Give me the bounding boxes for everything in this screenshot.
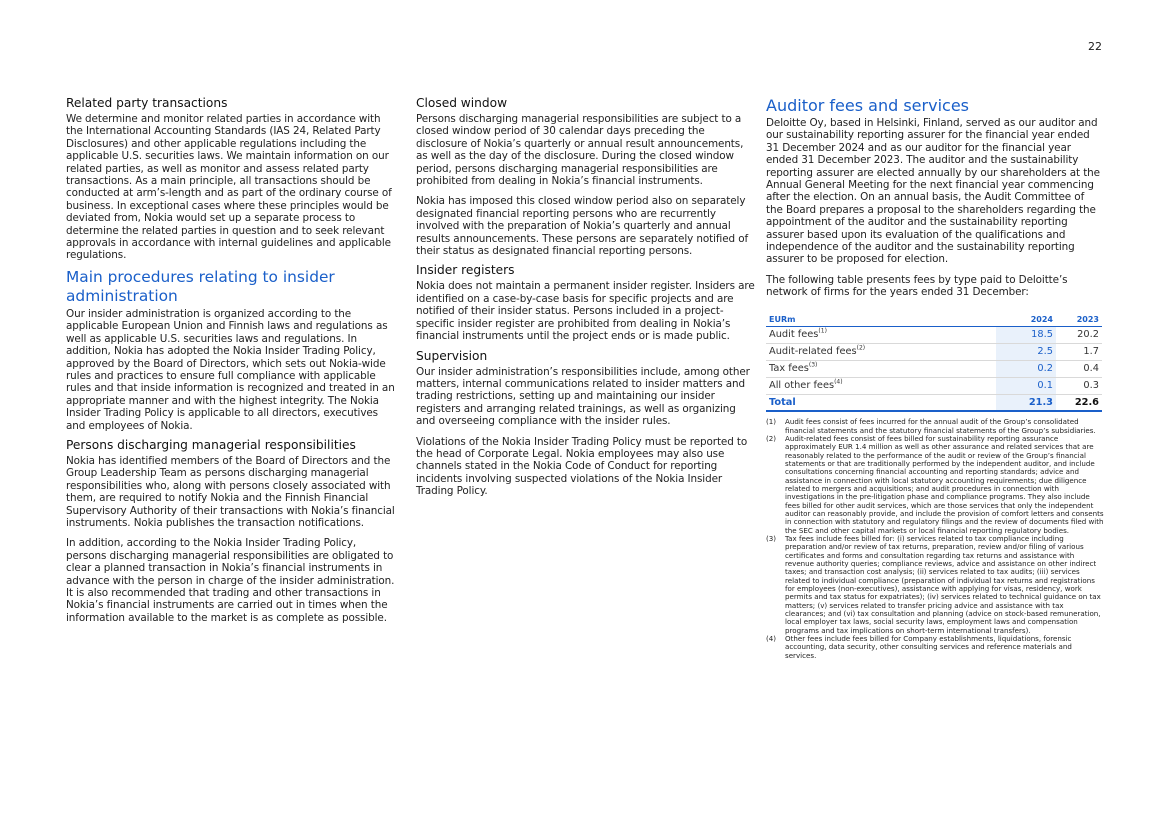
pdmr-text-1: Nokia has identified members of the Board of Directors and the Group Leadership Team as persons discharging managerial responsibilities who, along with persons closely associated with them, are required to notify Nokia and the Finnish Financial Supervisory Authority of their transactions with Nokia’s financial instruments. Nokia publishes the transaction notifications. xyxy=(66,454,395,529)
row-value-2023: 1.7 xyxy=(1056,343,1102,360)
row-value-2023: 0.4 xyxy=(1056,360,1102,377)
closed-window-text-1: Persons discharging managerial responsibilities are subject to a closed window period of 30 calendar days preceding the disclosure of Nokia’s quarterly or annual result announcements, as well as the day of the disclosure. During the closed window period, persons discharging managerial responsibilities are prohibited from dealing in Nokia’s financial instruments. xyxy=(416,113,744,188)
row-value-2024: 18.5 xyxy=(996,326,1056,343)
closed-window-heading: Closed window xyxy=(416,96,508,110)
table-total-row xyxy=(766,394,1102,411)
table-row xyxy=(766,326,1102,343)
total-label: Total xyxy=(766,394,996,411)
footnote-text: Other fees include fees billed for Company establishments, liquidations, forensic accounting, data security, other consulting services and reference materials and services. xyxy=(785,634,1072,660)
row-value-2023: 20.2 xyxy=(1056,326,1102,343)
footnote-number: (3) xyxy=(766,534,777,543)
total-2023: 22.6 xyxy=(1056,394,1102,411)
footnote xyxy=(766,418,1104,435)
column-right xyxy=(766,96,1104,660)
row-value-2024: 0.2 xyxy=(996,360,1056,377)
auditor-fees-table xyxy=(766,312,1102,413)
table-header-row xyxy=(766,312,1102,327)
auditor-fees-text-1: Deloitte Oy, based in Helsinki, Finland, served as our auditor and our sustainability reporting assurer for the financial year ended 31 December 2024 and as our auditor for the financial year ended 31 December 2023. The auditor and the sustainability reporting assurer are elected annually by our shareholders at the Annual General Meeting for the next financial year commencing after the election. On an annual basis, the Audit Committee of the Board prepares a proposal to the shareholders regarding the appointment of the auditor and the sustainability reporting assurer based upon its evaluation of the qualifications and independence of the auditor and the sustainability reporting assurer to be proposed for election. xyxy=(766,117,1100,266)
row-value-2023: 0.3 xyxy=(1056,377,1102,394)
footnote-text: Audit fees consist of fees incurred for the annual audit of the Group’s consolidated financial statements and the statutory financial statements of the Group’s subsidiaries. xyxy=(785,417,1096,435)
closed-window-text-2: Nokia has imposed this closed window period also on separately designated financial reporting persons who are recurrently involved with the preparation of Nokia’s quarterly and annual results announcements. These persons are separately notified of their status as designated financial reporting persons. xyxy=(416,195,749,258)
row-value-2024: 0.1 xyxy=(996,377,1056,394)
footnote-number: (2) xyxy=(766,433,777,443)
insider-registers-heading: Insider registers xyxy=(416,263,515,278)
footnote xyxy=(766,435,1104,535)
row-label: Audit-related fees$^{(2)}$ xyxy=(766,343,996,360)
related-party-heading: Related party transactions xyxy=(66,96,228,110)
pdmr-heading: Persons discharging managerial responsibilities xyxy=(66,437,356,452)
table-header-2024: 2024 xyxy=(1030,314,1053,324)
pdmr-text-2: In addition, according to the Nokia Insider Trading Policy, persons discharging managerial responsibilities are obligated to clear a planned transaction in Nokia’s financial instruments in advance with the person in charge of the insider administration. It is also recommended that trading and other transactions in Nokia’s financial instruments are carried out in times when the information available to the market is as complete as possible. xyxy=(66,537,395,624)
insider-registers-text: Nokia does not maintain a permanent insider register. Insiders are identified on a case-by-case basis for specific projects and are notified of their insider status. Persons included in a project-specific insider register are prohibited from dealing in Nokia’s financial instruments until the project ends or is made public. xyxy=(416,280,755,343)
footnote xyxy=(766,535,1104,635)
footnote-number: (4) xyxy=(766,634,777,644)
table-row xyxy=(766,343,1102,360)
column-left xyxy=(66,96,396,624)
row-value-2024: 2.5 xyxy=(996,343,1056,360)
insider-procedures-heading: Main procedures relating to insider administration xyxy=(66,267,335,305)
insider-procedures-text: Our insider administration is organized according to the applicable European Union and Finnish laws and regulations as well as applicable U.S. securities laws and regulations. In addition, Nokia has adopted the Nokia Insider Trading Policy, approved by the Board of Directors, which sets out Nokia-wide rules and practices to ensure full compliance with applicable rules and that inside information is recognized and treated in an appropriate manner and with the highest integrity. The Nokia Insider Trading Policy is applicable to all directors, executives and employees of Nokia. xyxy=(66,307,395,432)
footnote-text: Audit-related fees consist of fees billed for sustainability reporting assurance approximately EUR 1.4 million as well as other assurance and related services that are reasonably related to the performance of the audit or review of the Group’s financial statements or that are traditionally performed by the independent auditor, and include consultations concerning financial accounting and reporting standards; advice and assistance in connection with local statutory accounting requirements; due diligence related to mergers and acquisitions; and audit procedures in connection with investigations in the pre-litigation phase and compliance programs. They also include fees billed for other audit services, which are those services that only the independent auditor can reasonably provide, and include the provision of comfort letters and consents in connection with statutory and regulatory filings and the review of documents filed with the SEC and other capital markets or local financial reporting regulatory bodies. xyxy=(785,433,1104,535)
page-number: 22 xyxy=(1088,40,1102,53)
footnote-number: (1) xyxy=(766,417,777,427)
auditor-fees-text-2: The following table presents fees by type paid to Deloitte’s network of firms for the years ended 31 December: xyxy=(766,273,1068,299)
row-label: All other fees$^{(4)}$ xyxy=(766,377,996,394)
row-label: Tax fees$^{(3)}$ xyxy=(766,360,996,377)
supervision-heading: Supervision xyxy=(416,348,488,363)
related-party-text: We determine and monitor related parties in accordance with the International Accounting Standards (IAS 24, Related Party Disclosures) and other applicable regulations including the applicable U.S. securities laws. We maintain information on our related parties, as well as monitor and assess related party transactions. As a main principle, all transactions should be conducted at arm’s-length and as part of the ordinary course of business. In exceptional cases where these principles would be deviated from, Nokia would set up a separate process to determine the related parties in question and to seek relevant approvals in accordance with internal guidelines and applicable regulations. xyxy=(66,113,392,262)
table-row xyxy=(766,360,1102,377)
footnotes xyxy=(766,418,1104,660)
auditor-fees-heading: Auditor fees and services xyxy=(766,96,969,115)
supervision-text-2: Violations of the Nokia Insider Trading Policy must be reported to the head of Corporate Legal. Nokia employees may also use channels stated in the Nokia Code of Conduct for reporting incidents involving suspected violations of the Nokia Insider Trading Policy. xyxy=(416,435,748,498)
column-middle xyxy=(416,96,756,498)
supervision-text-1: Our insider administration’s responsibilities include, among other matters, internal communications related to insider matters and trading restrictions, setting up and maintaining our insider registers and arranging related trainings, as well as organizing and overseeing compliance with the insider rules. xyxy=(416,365,750,428)
row-label: Audit fees$^{(1)}$ xyxy=(766,326,996,343)
table-header-2023: 2023 xyxy=(1076,314,1099,324)
total-2024: 21.3 xyxy=(996,394,1056,411)
footnote xyxy=(766,635,1104,660)
footnote-text: Tax fees include fees billed for: (i) services related to tax compliance including preparation and/or review of tax returns, preparation, review and/or filing of various certificates and forms and consultation regarding tax returns and assistance with revenue authority queries; compliance reviews, advice and assistance on other indirect taxes; and transaction cost analysis; (ii) services related to tax audits; (iii) services related to individual compliance (preparation of individual tax returns and registrations for employees (non-executives), assistance with applying for visas, residency, work permits and tax status for expatriates); (iv) services related to technical guidance on tax matters; (v) services related to transfer pricing advice and assistance with tax clearances; and (vi) tax consultation and planning (advice on stock-based remuneration, local employer tax laws, social security laws, employment laws and compensation programs and tax implications on short-term international transfers). xyxy=(785,534,1101,635)
table-header-label: EURm xyxy=(769,314,796,324)
table-row xyxy=(766,377,1102,394)
